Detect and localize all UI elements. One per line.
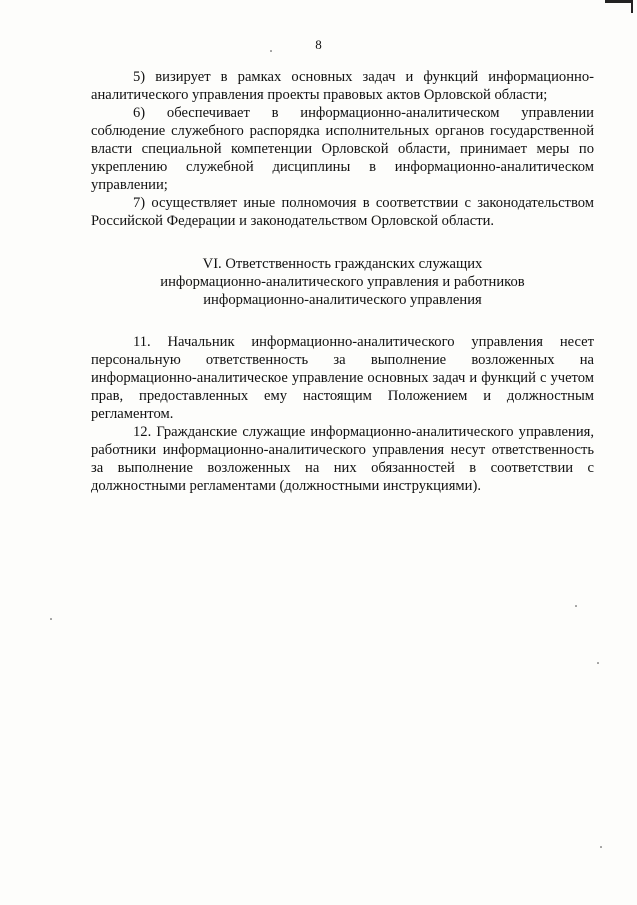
scan-speck	[600, 846, 602, 848]
paragraph-item-6: 6) обеспечивает в информационно-аналитическом управлении соблюдение служебного распорядка исполнительных органов государственной власти специальной компетенции Орловской области, принимает меры по укреплению служебной дисциплины в информационно-аналитическом управлении;	[91, 105, 594, 193]
section-heading-line: информационно-аналитического управления	[203, 292, 482, 308]
scan-speck	[270, 50, 272, 52]
section-heading-line: VI. Ответственность гражданских служащих	[202, 256, 483, 272]
section-heading-line: информационно-аналитического управления и работников	[160, 274, 525, 290]
paragraph-item-12: 12. Гражданские служащие информационно-аналитического управления, работники информационно-аналитического управления несут ответственность за выполнение возложенных на них обязанностей в соответствии с должностными регламентами (должностными инструкциями).	[91, 424, 594, 494]
scan-speck	[575, 605, 577, 607]
scan-speck	[597, 662, 599, 664]
section-heading	[91, 255, 594, 309]
scan-corner-mark	[605, 0, 633, 13]
paragraph-item-5: 5) визирует в рамках основных задач и функций информационно-аналитического управления проекты правовых актов Орловской области;	[91, 69, 594, 103]
paragraph-item-7: 7) осуществляет иные полномочия в соответствии с законодательством Российской Федерации и законодательством Орловской области.	[91, 195, 594, 229]
scan-speck	[50, 618, 52, 620]
paragraph-item-11: 11. Начальник информационно-аналитического управления несет персональную ответственность за выполнение возложенных на информационно-аналитическое управление основных задач и функций с учетом прав, предоставленных ему настоящим Положением и должностным регламентом.	[91, 334, 594, 422]
page-number: 8	[315, 37, 322, 52]
document-body	[91, 68, 594, 495]
